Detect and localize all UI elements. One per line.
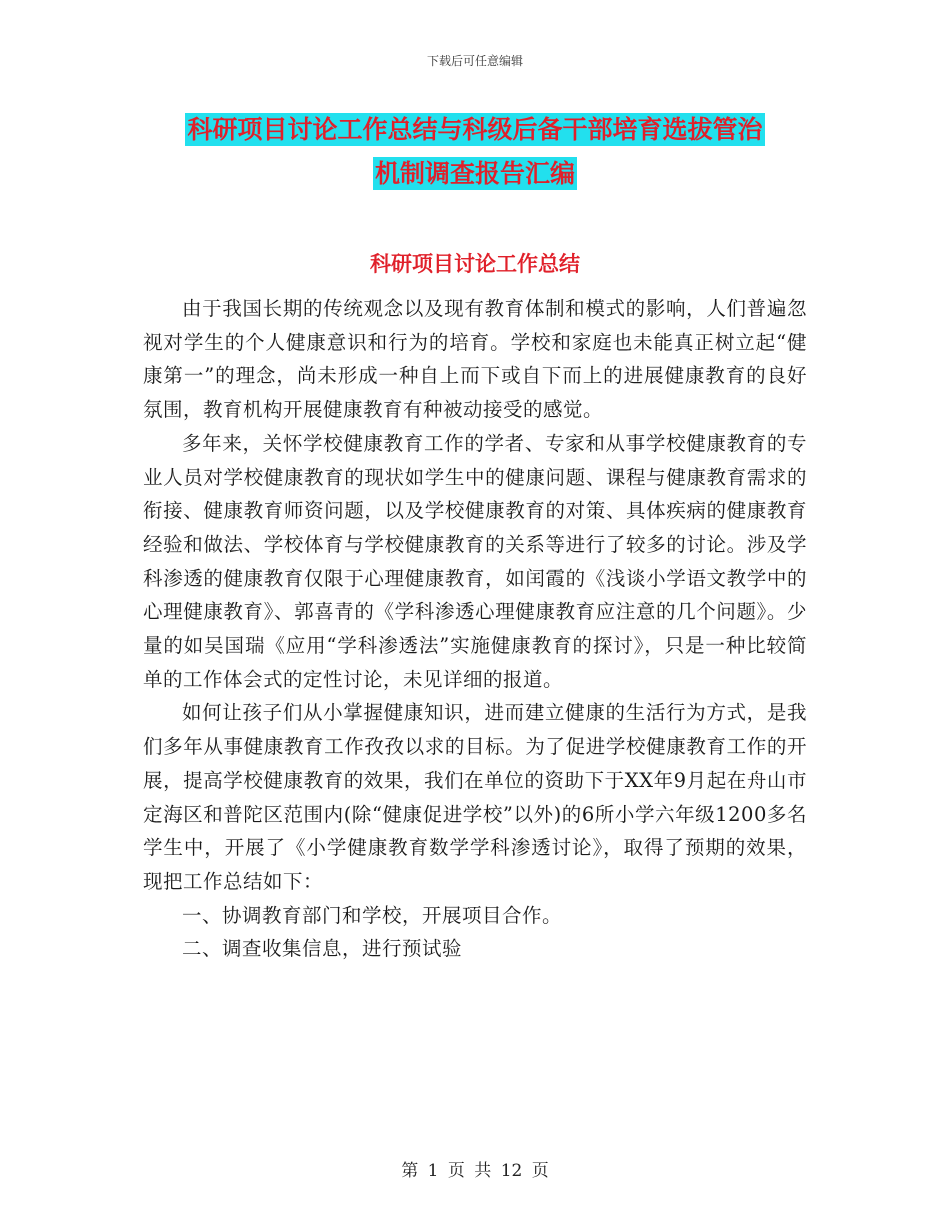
paragraph-5: 二、调查收集信息，进行预试验: [182, 937, 463, 961]
section-title: 科研项目讨论工作总结: [370, 252, 580, 276]
paragraph-1: 由于我国长期的传统观念以及现有教育体制和模式的影响，人们普遍忽视对学生的个人健康意识和行为的培育。学校和家庭也未能真正树立起“健康第一”的理念，尚未形成一种自上而下或自下而上的进展健康教育的良好氛围，教育机构开展健康教育有种被动接受的感觉。: [143, 297, 807, 422]
paragraph-4: 一、协调教育部门和学校，开展项目合作。: [182, 903, 563, 927]
document-title-line-2: 机制调查报告汇编: [374, 159, 575, 188]
header-note: 下载后可任意编辑: [426, 54, 523, 68]
page-number-footer: 第 1 页 共 12 页: [401, 1161, 549, 1181]
paragraph-2: 多年来，关怀学校健康教育工作的学者、专家和从事学校健康教育的专业人员对学校健康教育的现状如学生中的健康问题、课程与健康教育需求的衔接、健康教育师资问题，以及学校健康教育的对策、具体疾病的健康教育经验和做法、学校体育与学校健康教育的关系等进行了较多的讨论。涉及学科渗透的健康教育仅限于心理健康教育，如闰霞的《浅谈小学语文教学中的心理健康教育》、郭喜青的《学科渗透心理健康教育应注意的几个问题》。少量的如吴国瑞《应用“学科渗透法”实施健康教育的探讨》，只是一种比较简单的工作体会式的定性讨论，未见详细的报道。: [143, 431, 807, 691]
document-title: [150, 108, 800, 196]
document-title-line-1: 科研项目讨论工作总结与科级后备干部培育选拔管治: [187, 115, 763, 144]
paragraph-3: 如何让孩子们从小掌握健康知识，进而建立健康的生活行为方式，是我们多年从事健康教育工作孜孜以求的目标。为了促进学校健康教育工作的开展，提高学校健康教育的效果，我们在单位的资助下于XX年9月起在舟山市定海区和普陀区范围内(除“健康促进学校”以外)的6所小学六年级1200多名学生中，开展了《小学健康教育数学学科渗透讨论》，取得了预期的效果，现把工作总结如下：: [143, 701, 807, 893]
body-text: [143, 292, 807, 966]
